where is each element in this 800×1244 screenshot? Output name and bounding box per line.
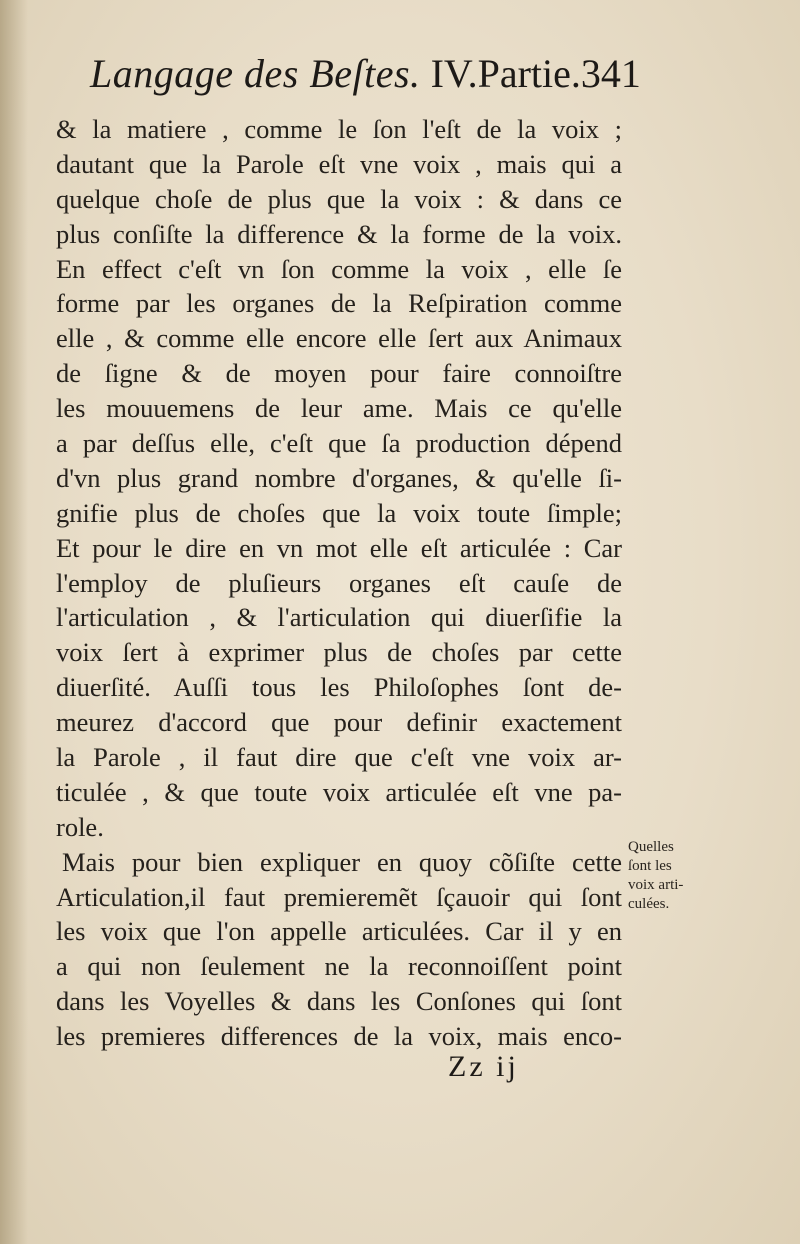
text-line: diuerſité. Auſſi tous les Philoſophes ſont de- — [56, 672, 622, 703]
text-line: meurez d'accord que pour definir exactement — [56, 707, 622, 738]
page-header — [90, 50, 650, 106]
text-line: elle , & comme elle encore elle ſert aux Animaux — [56, 323, 622, 354]
text-line: ticulée , & que toute voix articulée eſt vne pa- — [56, 776, 622, 807]
text-line: dans les Voyelles & dans les Conſones qui ſont — [56, 986, 622, 1017]
margin-note-line: culées. — [628, 896, 670, 912]
text-line: forme par les organes de la Reſpiration comme — [56, 288, 622, 319]
text-line: Articulation,il faut premieremẽt ſçauoir qui ſont — [56, 881, 622, 912]
margin-note-line: Quelles — [628, 839, 674, 855]
text-line: dautant que la Parole eſt vne voix , mais qui a — [56, 148, 622, 179]
text-line: de ſigne & de moyen pour faire connoiſtre — [56, 358, 622, 389]
margin-note-line: ſont les — [628, 858, 672, 874]
text-line: les mouuemens de leur ame. Mais ce qu'elle — [56, 393, 622, 424]
text-line: Mais pour bien expliquer en quoy cõſiſte cette — [62, 846, 622, 877]
text-line: Et pour le dire en vn mot elle eſt articulée : Car — [56, 532, 622, 563]
text-line: & la matiere , comme le ſon l'eſt de la voix ; — [56, 114, 622, 144]
text-line: quelque choſe de plus que la voix : & dans ce — [56, 183, 622, 214]
text-line: les voix que l'on appelle articulées. Car il y en — [56, 916, 622, 947]
text-line: plus conſiſte la difference & la forme de la voix. — [56, 218, 622, 249]
text-line: la Parole , il faut dire que c'eſt vne voix ar- — [56, 742, 622, 773]
margin-note-line: voix arti- — [628, 877, 684, 893]
text-line: voix ſert à exprimer plus de choſes par cette — [56, 637, 622, 668]
text-line: gnifie plus de choſes que la voix toute ſimple; — [56, 497, 622, 528]
body-text — [56, 112, 622, 1054]
text-line: l'articulation , & l'articulation qui diuerſifie la — [56, 602, 622, 633]
text-line: En effect c'eſt vn ſon comme la voix , elle ſe — [56, 253, 622, 284]
text-line: role. — [56, 811, 104, 842]
running-title: Langage des Beſtes. — [90, 51, 421, 96]
text-line: les premieres differences de la voix, mais enco- — [56, 1021, 622, 1052]
text-line: a par deſſus elle, c'eſt que ſa production dépend — [56, 428, 622, 459]
text-line: l'employ de pluſieurs organes eſt cauſe de — [56, 567, 622, 598]
text-line: a qui non ſeulement ne la reconnoiſſent point — [56, 951, 622, 982]
text-line: d'vn plus grand nombre d'organes, & qu'elle ſi- — [56, 462, 622, 493]
gutter-shadow — [0, 0, 28, 1244]
signature-mark: Zz ij — [448, 1050, 519, 1083]
margin-note — [628, 838, 700, 914]
part-and-page-number: IV.Partie.341 — [430, 51, 641, 96]
